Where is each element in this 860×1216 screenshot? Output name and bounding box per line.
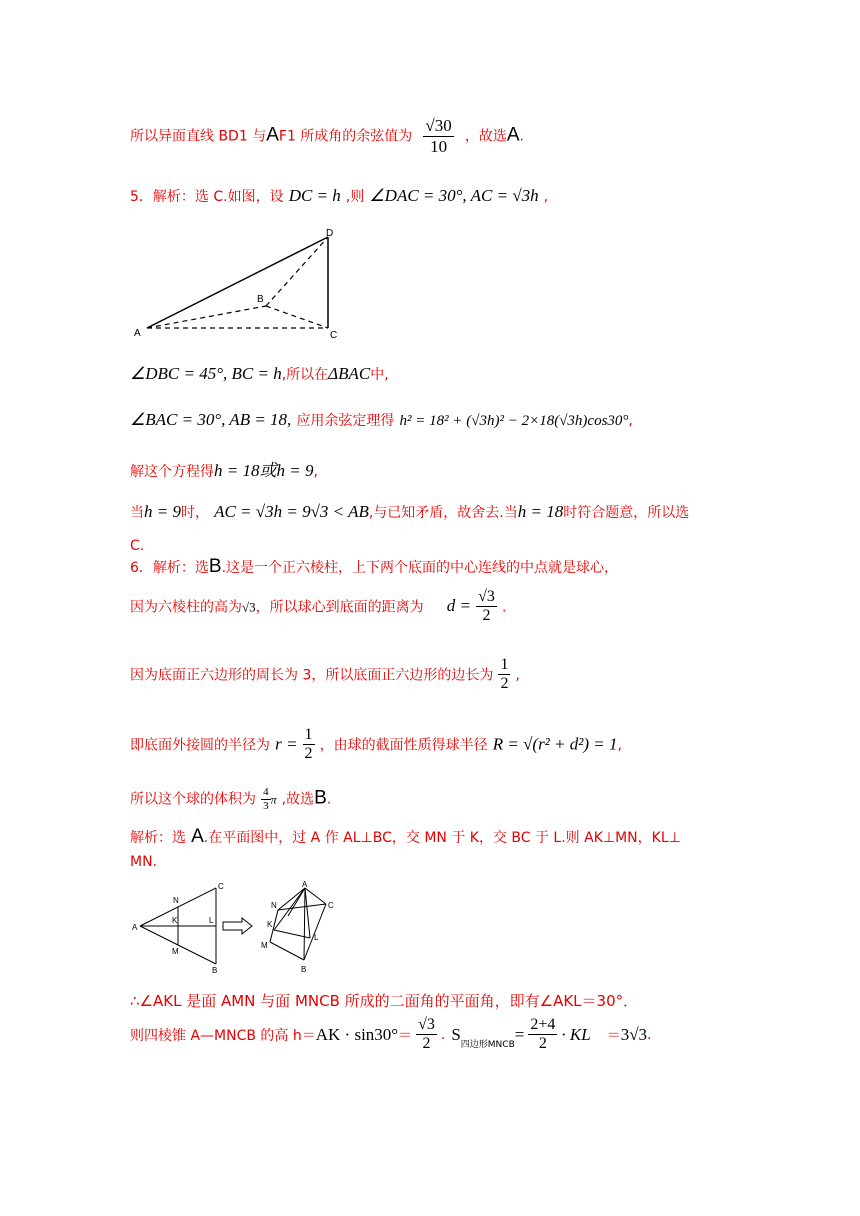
fraction-numerator: √3	[416, 1016, 437, 1035]
fraction-denominator: 2	[482, 607, 491, 625]
equation: R = √(r² + d²) = 1	[492, 734, 618, 754]
label-B: B	[212, 966, 218, 975]
text: 5．解析：选 C.如图，设	[130, 189, 284, 205]
arrow-icon	[223, 918, 252, 934]
p5-line2	[130, 364, 389, 384]
fraction-numerator: 1	[303, 726, 315, 745]
equation: ∠DBC = 45°, BC = h	[130, 364, 282, 383]
text: ,	[617, 737, 622, 754]
fraction	[416, 1016, 437, 1054]
p7-line3	[130, 990, 638, 1011]
p6-line5	[130, 786, 331, 812]
equation: ∠DAC = 30°, AC = √3h	[369, 186, 539, 205]
fraction	[498, 656, 510, 694]
equation: ΔBAC	[328, 364, 371, 383]
choice-letter: B	[208, 556, 222, 577]
text: .	[647, 1026, 652, 1043]
equation: ∠BAC = 30°, AB = 18,	[130, 410, 292, 429]
equation: 3√3	[620, 1024, 648, 1044]
fraction	[423, 116, 453, 156]
choice-letter: A	[191, 826, 204, 847]
text: ∴∠AKL 是面 AMN 与面 MNCB 所成的二面角的平面角，即有∠AKL＝30°．	[130, 992, 639, 1010]
text: 时，	[180, 505, 209, 521]
p5-line5	[130, 502, 689, 522]
p6-line3	[130, 656, 520, 694]
label-C: C	[218, 882, 224, 891]
text: 所以异面直线 BD1 与	[130, 128, 267, 145]
equation: h = 9	[144, 502, 181, 521]
text: ,	[313, 464, 318, 480]
text: 所以这个球的体积为	[130, 791, 256, 808]
text: ,	[543, 189, 549, 205]
fraction-denominator: 10	[430, 136, 448, 156]
fraction-denominator: 2	[422, 1035, 431, 1053]
label-L: L	[209, 916, 214, 925]
text: 解析：选	[130, 830, 186, 846]
label-B: B	[301, 965, 307, 974]
label-M: M	[172, 947, 179, 956]
p6-heading	[130, 556, 618, 578]
edge-BD	[266, 237, 328, 306]
text: ,故选	[281, 791, 315, 808]
edge-BC	[266, 306, 328, 328]
label-M: M	[261, 941, 268, 950]
p7-heading	[130, 826, 681, 848]
text: .	[440, 1026, 446, 1043]
text: 应用余弦定理得	[296, 413, 395, 429]
text: F1 所成角的余弦值为	[278, 128, 413, 145]
fraction-numerator: 4	[263, 786, 269, 798]
fraction-denominator: 3	[263, 799, 269, 812]
fraction-denominator: 2	[304, 745, 313, 763]
equation: AK · sin30°	[315, 1024, 399, 1044]
area-symbol: S	[451, 1024, 461, 1044]
label-C: C	[330, 330, 338, 341]
text: 则四棱锥 A—MNCB 的高 h＝	[130, 1027, 316, 1044]
equation: √3	[242, 599, 256, 615]
fraction-numerator: 1	[498, 656, 510, 675]
text: ,则	[345, 189, 365, 205]
text: ,	[628, 413, 633, 429]
p5-line4	[130, 456, 318, 481]
label-N: N	[173, 896, 179, 905]
text: ,与已知矛盾，故舍去.当	[368, 505, 518, 521]
text: .	[326, 791, 332, 808]
choice-letter: A	[506, 124, 520, 146]
edge	[305, 888, 326, 904]
choice-letter: B	[314, 787, 327, 809]
edge	[278, 904, 326, 910]
text: ,所以在	[281, 367, 329, 383]
label-B: B	[257, 294, 264, 305]
label-D: D	[326, 228, 334, 239]
line-answer-4	[130, 116, 524, 156]
text: 即底面外接圆的半径为	[130, 737, 270, 754]
fraction	[528, 1016, 557, 1054]
equation: h² = 18² + (√3h)² − 2×18(√3h)cos30°	[399, 413, 629, 429]
equation: d =	[446, 596, 471, 616]
pi-symbol: π	[270, 792, 277, 807]
equation: · KL	[561, 1024, 591, 1044]
equation: =	[514, 1024, 525, 1044]
text: ，故选	[464, 128, 507, 145]
text: ,	[515, 667, 520, 684]
area-subscript: 四边形MNCB	[460, 1039, 515, 1050]
text: ，所以球心到底面的距离为	[255, 599, 424, 616]
edge	[270, 942, 304, 960]
fraction-numerator: √3	[476, 588, 497, 607]
equation: r =	[275, 734, 298, 754]
label-A: A	[132, 923, 138, 932]
label-K: K	[172, 916, 178, 925]
fraction	[261, 786, 271, 812]
edge	[305, 888, 310, 938]
text: 中,	[370, 367, 389, 383]
edge-AD	[147, 237, 328, 328]
label-A: A	[134, 328, 141, 339]
p6-line4	[130, 726, 622, 764]
text: ，由球的截面性质得球半径	[319, 737, 488, 754]
text: ＝	[606, 1027, 621, 1044]
text: 时符合题意，所以选	[563, 505, 690, 521]
fraction-denominator: 2	[538, 1035, 547, 1053]
text: .	[501, 599, 507, 616]
label-K: K	[267, 920, 273, 929]
equation: AC = √3h = 9√3 < AB	[214, 502, 369, 521]
edge-AB	[147, 306, 266, 328]
equation: h = 18或h = 9	[214, 461, 314, 480]
triangle-figure	[130, 226, 350, 342]
p7-line4	[130, 1016, 651, 1054]
label-N: N	[271, 901, 277, 910]
text: .这是一个正六棱柱，上下两个底面的中心连线的中点就是球心，	[221, 560, 619, 576]
equation: h = 18	[517, 502, 564, 521]
edge	[288, 888, 305, 916]
p5-line3	[130, 410, 633, 430]
text: .	[519, 128, 524, 145]
equation: DC = h	[288, 186, 341, 205]
p5-line6: C.	[130, 538, 145, 554]
p7-line2: MN.	[130, 854, 158, 870]
fraction-denominator: 2	[500, 675, 509, 693]
edge	[304, 888, 305, 960]
text: 6．解析：选	[130, 560, 209, 576]
label-A: A	[302, 880, 308, 889]
label-C: C	[328, 901, 334, 910]
choice-letter: A	[266, 124, 279, 146]
folding-figure	[130, 880, 350, 976]
fraction	[303, 726, 315, 764]
text: 当	[130, 505, 144, 521]
p6-line2	[130, 588, 506, 626]
p5-heading	[130, 186, 548, 206]
fraction	[476, 588, 497, 626]
fraction-numerator: 2+4	[528, 1016, 557, 1035]
text: 因为底面正六边形的周长为 3，所以底面正六边形的边长为	[130, 667, 494, 684]
text: ＝	[398, 1027, 413, 1044]
label-L: L	[314, 933, 319, 942]
text: 解这个方程得	[130, 464, 214, 480]
fraction-numerator: √30	[425, 116, 452, 135]
text: 因为六棱柱的高为	[130, 599, 242, 616]
text: .在平面图中，过 A 作 AL⊥BC，交 MN 于 K，交 BC 于 L.则 AK⊥MN，KL⊥	[203, 830, 681, 846]
